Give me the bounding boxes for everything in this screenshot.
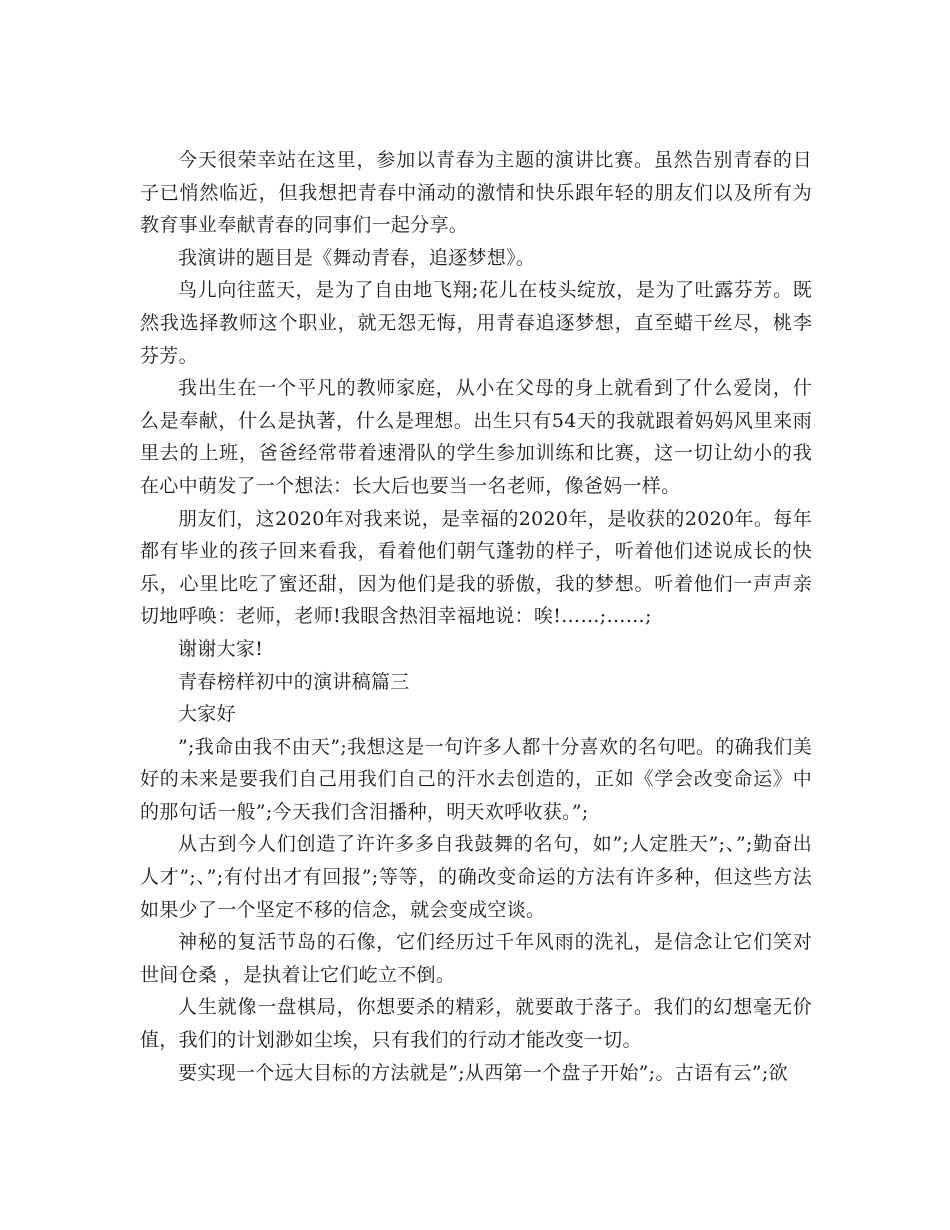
paragraph-3: 鸟儿向往蓝天，是为了自由地飞翔;花儿在枝头绽放，是为了吐露芬芳。既然我选择教师这个职业，就无怨无悔，用青春追逐梦想，直至蜡干丝尽，桃李芬芳。	[140, 279, 812, 367]
paragraph-5: 朋友们，这2020年对我来说，是幸福的2020年，是收获的2020年。每年都有毕业的孩子回来看我，看着他们朝气蓬勃的样子，听着他们述说成长的快乐，心里比吃了蜜还甜，因为他们是我的骄傲，我的梦想。听着他们一声声亲切地呼唤：老师，老师!我眼含热泪幸福地说：唉!……;……;	[140, 507, 812, 628]
paragraph-11: 神秘的复活节岛的石像，它们经历过千年风雨的洗礼，是信念让它们笑对世间仓桑 ，是执着让它们屹立不倒。	[140, 931, 812, 986]
paragraph-13: 要实现一个远大目标的方法就是”;从西第一个盘子开始”;。古语有云”;欲	[178, 1061, 788, 1084]
paragraph-10: 从古到今人们创造了许许多多自我鼓舞的名句，如”;人定胜天”;、”;勤奋出人才”;、”;有付出才有回报”;等等，的确改变命运的方法有许多种，但这些方法如果少了一个坚定不移的信念，就会变成空谈。	[140, 833, 812, 921]
paragraph-1: 今天很荣幸站在这里，参加以青春为主题的演讲比赛。虽然告别青春的日子已悄然临近，但我想把青春中涌动的激情和快乐跟年轻的朋友们以及所有为教育事业奉献青春的同事们一起分享。	[140, 149, 812, 237]
paragraph-4: 我出生在一个平凡的教师家庭，从小在父母的身上就看到了什么爱岗，什么是奉献，什么是执著，什么是理想。出生只有54天的我就跟着妈妈风里来雨里去的上班，爸爸经常带着速滑队的学生参加训练和比赛，这一切让幼小的我在心中萌发了一个想法：长大后也要当一名老师，像爸妈一样。	[140, 377, 812, 497]
paragraph-2: 我演讲的题目是《舞动青春，追逐梦想》。	[178, 246, 536, 269]
paragraph-6: 谢谢大家!	[178, 637, 264, 660]
section-heading: 青春榜样初中的演讲稿篇三	[178, 670, 410, 693]
greeting: 大家好	[178, 703, 236, 726]
paragraph-9: ”;我命由我不由天”;我想这是一句许多人都十分喜欢的名句吧。的确我们美好的未来是要我们自己用我们自己的汗水去创造的，正如《学会改变命运》中的那句话一般”;今天我们含泪播种，明天欢呼收获。”;	[140, 735, 812, 823]
paragraph-12: 人生就像一盘棋局，你想要杀的精彩，就要敢于落子。我们的幻想毫无价值，我们的计划渺如尘埃，只有我们的行动才能改变一切。	[140, 996, 812, 1052]
document-body	[140, 144, 812, 1089]
